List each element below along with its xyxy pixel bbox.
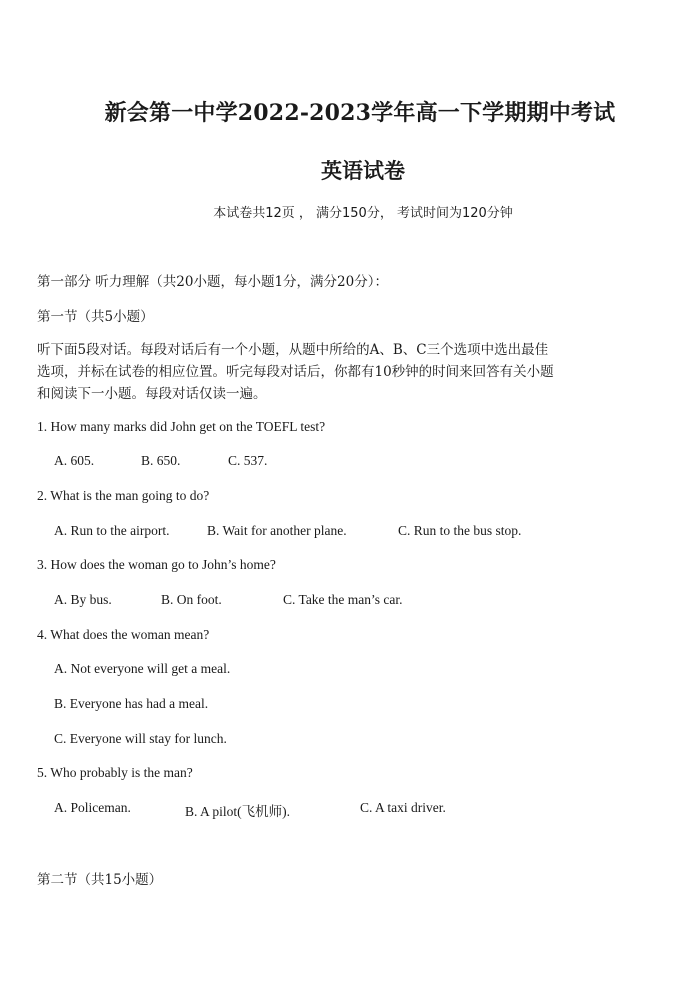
q2-option-c: C. Run to the bus stop. xyxy=(398,523,522,538)
q1-option-c: C. 537. xyxy=(228,453,268,468)
q5-option-c: C. A taxi driver. xyxy=(360,800,446,815)
instruction-line: 和阅读下一小题。每段对话仅读一遍。 xyxy=(37,386,267,402)
q3-option-c: C. Take the man’s car. xyxy=(283,592,403,607)
q5-option-a: A. Policeman. xyxy=(54,800,131,815)
q4-option-a: A. Not everyone will get a meal. xyxy=(54,661,231,676)
q3-option-b: B. On foot. xyxy=(161,592,222,607)
q4-option-c: C. Everyone will stay for lunch. xyxy=(54,731,227,746)
q3-option-a: A. By bus. xyxy=(54,592,112,607)
section1-heading: 第一节（共5小题） xyxy=(37,309,154,325)
exam-title: 新会第一中学2022-2023学年高一下学期期中考试 xyxy=(104,100,616,126)
exam-subtitle: 英语试卷 xyxy=(321,158,405,183)
question-2: 2. What is the man going to do? xyxy=(37,488,210,503)
q1-option-b: B. 650. xyxy=(141,453,181,468)
instruction-line: 选项，并标在试卷的相应位置。听完每段对话后，你都有10秒钟的时间来回答有关小题 xyxy=(37,364,554,380)
exam-info: 本试卷共12页 ， 满分150分， 考试时间为120分钟 xyxy=(213,206,513,221)
question-4: 4. What does the woman mean? xyxy=(37,627,210,642)
part1-heading: 第一部分 听力理解（共20小题，每小题1分，满分20分）： xyxy=(37,274,388,290)
q1-option-a: A. 605. xyxy=(54,453,95,468)
instructions xyxy=(37,339,661,405)
q2-option-b: B. Wait for another plane. xyxy=(207,523,347,538)
q4-option-b: B. Everyone has had a meal. xyxy=(54,696,209,711)
q5-option-b: B. A pilot(飞机师). xyxy=(185,804,291,819)
question-3: 3. How does the woman go to John’s home? xyxy=(37,557,276,572)
q2-option-a: A. Run to the airport. xyxy=(54,523,170,538)
instruction-line: 听下面5段对话。每段对话后有一个小题，从题中所给的A、B、C三个选项中选出最佳 xyxy=(37,342,549,358)
question-5: 5. Who probably is the man? xyxy=(37,765,193,780)
question-1: 1. How many marks did John get on the TOEFL test? xyxy=(37,419,326,434)
section2-heading: 第二节（共15小题） xyxy=(37,872,163,888)
